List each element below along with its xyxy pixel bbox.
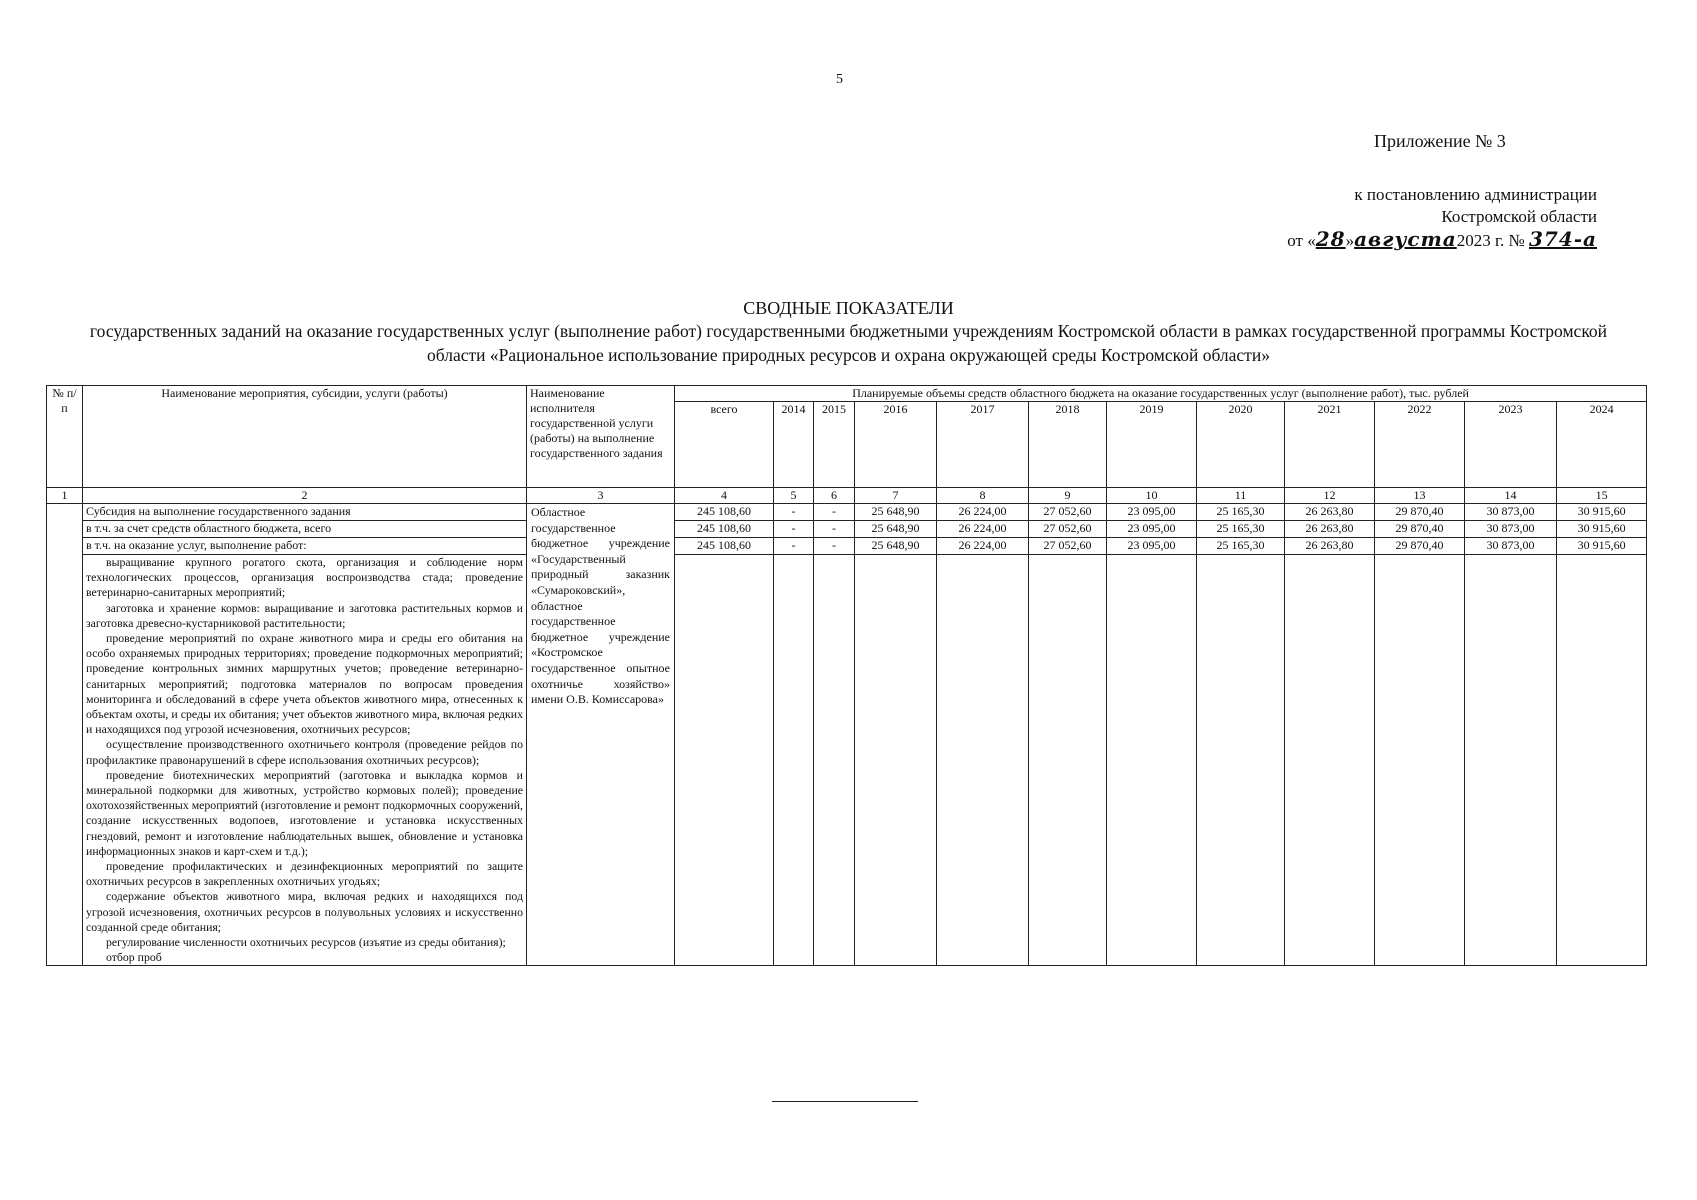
value-cell: 25 648,90 <box>855 538 937 555</box>
empty-cell <box>937 555 1029 966</box>
column-number: 7 <box>855 488 937 504</box>
value-cell: 30 915,60 <box>1557 521 1647 538</box>
header-year: 2018 <box>1029 402 1107 488</box>
work-item: проведение биотехнических мероприятий (заготовка и выкладка кормов и минеральной подкормки для животных, устройство кормовых полей); проведение охотохозяйственных мероприятий (изготовление и ремонт подкормочных сооружений, создание искусственных водопоев, изготовление и установка искусственных гнездовий, ремонт и изготовление наблюдательных вышек, обновление и установка информационных знаков и карт-схем и т.д.); <box>86 767 523 858</box>
handwritten-day: 28 <box>1315 227 1346 251</box>
value-cell: 27 052,60 <box>1029 504 1107 521</box>
table-row <box>47 521 1647 538</box>
header-name: Наименование мероприятия, субсидии, услуги (работы) <box>83 386 527 488</box>
value-cell: - <box>774 521 814 538</box>
column-number: 3 <box>527 488 675 504</box>
resolution-reference <box>1287 184 1597 252</box>
value-cell: 26 224,00 <box>937 504 1029 521</box>
column-number: 10 <box>1107 488 1197 504</box>
value-cell: - <box>774 504 814 521</box>
value-cell: 30 915,60 <box>1557 538 1647 555</box>
column-number: 8 <box>937 488 1029 504</box>
value-cell: 29 870,40 <box>1375 521 1465 538</box>
value-cell: 26 263,80 <box>1285 538 1375 555</box>
empty-cell <box>1465 555 1557 966</box>
column-number: 14 <box>1465 488 1557 504</box>
header-num: № п/п <box>47 386 83 488</box>
header-year: 2016 <box>855 402 937 488</box>
value-cell: 30 873,00 <box>1465 521 1557 538</box>
header-year: 2014 <box>774 402 814 488</box>
works-description <box>83 555 527 966</box>
table-row <box>47 538 1647 555</box>
value-cell: 25 165,30 <box>1197 538 1285 555</box>
value-cell: 30 873,00 <box>1465 538 1557 555</box>
value-cell: - <box>814 504 855 521</box>
value-cell: 26 263,80 <box>1285 521 1375 538</box>
header-year: 2017 <box>937 402 1029 488</box>
value-cell: 23 095,00 <box>1107 538 1197 555</box>
works-row <box>47 555 1647 966</box>
column-number: 1 <box>47 488 83 504</box>
empty-cell <box>855 555 937 966</box>
column-number-row <box>47 488 1647 504</box>
value-cell: 30 915,60 <box>1557 504 1647 521</box>
header-year: 2019 <box>1107 402 1197 488</box>
empty-cell <box>1557 555 1647 966</box>
resolution-date-line <box>1287 228 1597 252</box>
column-number: 13 <box>1375 488 1465 504</box>
column-number: 11 <box>1197 488 1285 504</box>
empty-cell <box>1029 555 1107 966</box>
value-cell: - <box>774 538 814 555</box>
work-item: осуществление производственного охотничьего контроля (проведение рейдов по профилактике правонарушений в сфере использования охотничьих ресурсов); <box>86 737 523 767</box>
value-cell: 26 224,00 <box>937 538 1029 555</box>
value-cell: 26 224,00 <box>937 521 1029 538</box>
value-cell: 25 165,30 <box>1197 504 1285 521</box>
value-cell: 25 165,30 <box>1197 521 1285 538</box>
header-executor: Наименование исполнителя государственной услуги (работы) на выполнение государственного задания <box>527 386 675 488</box>
work-item: выращивание крупного рогатого скота, организация и соблюдение норм технологических процессов, организация воспроизводства стада; проведение ветеринарно-санитарных мероприятий; <box>86 555 523 600</box>
header-year: 2021 <box>1285 402 1375 488</box>
indicators-table <box>46 385 1647 966</box>
value-cell: 26 263,80 <box>1285 504 1375 521</box>
empty-cell <box>1197 555 1285 966</box>
value-cell: 25 648,90 <box>855 521 937 538</box>
handwritten-number: 374-а <box>1528 227 1597 251</box>
resolution-prefix: от « <box>1287 231 1316 250</box>
column-number: 6 <box>814 488 855 504</box>
work-item: заготовка и хранение кормов: выращивание и заготовка растительных кормов и заготовка древесно-кустарниковой растительности; <box>86 600 523 630</box>
empty-cell <box>1375 555 1465 966</box>
row-number-cell <box>47 504 83 966</box>
column-number: 15 <box>1557 488 1647 504</box>
resolution-line-1: к постановлению администрации <box>1354 185 1597 204</box>
column-number: 12 <box>1285 488 1375 504</box>
header-year: 2020 <box>1197 402 1285 488</box>
handwritten-month: августа <box>1354 227 1457 251</box>
header-year: 2023 <box>1465 402 1557 488</box>
value-cell: - <box>814 538 855 555</box>
resolution-year: 2023 г. № <box>1456 231 1525 250</box>
value-cell: 29 870,40 <box>1375 538 1465 555</box>
row-label: Субсидия на выполнение государственного задания <box>83 504 527 521</box>
header-year: 2024 <box>1557 402 1647 488</box>
header-row-top <box>47 386 1647 402</box>
empty-cell <box>774 555 814 966</box>
document-subtitle: государственных заданий на оказание государственных услуг (выполнение работ) государственными бюджетными учреждениям Костромской области в рамках государственной программы Костромской области «Рациональное использование природных ресурсов и охрана окружающей среды Костромской области» <box>89 321 1608 365</box>
work-item: проведение профилактических и дезинфекционных мероприятий по защите охотничьих ресурсов в закрепленных охотничьих угодьях; <box>86 859 523 889</box>
executor-cell: Областное государственное бюджетное учреждение «Государственный природный заказник «Сумароковский», областное государственное бюджетное учреждение «Костромское государственное опытное охотничье хозяйство» имени О.В. Комиссарова» <box>527 504 675 966</box>
column-number: 4 <box>675 488 774 504</box>
value-cell: 23 095,00 <box>1107 504 1197 521</box>
work-item: регулирование численности охотничьих ресурсов (изъятие из среды обитания); <box>106 935 506 950</box>
value-cell: 25 648,90 <box>855 504 937 521</box>
row-label: в т.ч. за счет средств областного бюджета, всего <box>83 521 527 538</box>
empty-cell <box>675 555 774 966</box>
empty-cell <box>814 555 855 966</box>
column-number: 9 <box>1029 488 1107 504</box>
value-cell: - <box>814 521 855 538</box>
document-title: СВОДНЫЕ ПОКАЗАТЕЛИ <box>743 298 954 318</box>
column-number: 5 <box>774 488 814 504</box>
footer-divider <box>772 1101 918 1102</box>
row-label: в т.ч. на оказание услуг, выполнение работ: <box>83 538 527 555</box>
header-year: 2022 <box>1375 402 1465 488</box>
work-item: проведение мероприятий по охране животного мира и среды его обитания на особо охраняемых природных территориях; проведение подкормочных мероприятий; проведение контрольных зимних маршрутных учетов; проведение ветеринарно-санитарных мероприятий; подготовка материалов по вопросам проведения мониторинга и обследований в сфере учета объектов животного мира, отнесенных к объектам охоты, и среды их обитания; учет объектов животного мира, включая редких и находящихся под угрозой исчезновения, охотничьих ресурсов; <box>86 631 523 737</box>
header-year: 2015 <box>814 402 855 488</box>
value-cell: 29 870,40 <box>1375 504 1465 521</box>
value-cell: 27 052,60 <box>1029 538 1107 555</box>
work-item: содержание объектов животного мира, включая редких и находящихся под угрозой исчезновения, охотничьих ресурсов в полувольных условиях и искусственно созданной среде обитания; <box>86 889 523 934</box>
table-row <box>47 504 1647 521</box>
work-item: отбор проб <box>106 950 162 965</box>
value-cell: 245 108,60 <box>675 521 774 538</box>
header-planned: Планируемые объемы средств областного бюджета на оказание государственных услуг (выполнение работ), тыс. рублей <box>675 386 1647 402</box>
column-number: 2 <box>83 488 527 504</box>
value-cell: 23 095,00 <box>1107 521 1197 538</box>
header-total: всего <box>675 402 774 488</box>
resolution-quote: » <box>1345 231 1355 250</box>
value-cell: 245 108,60 <box>675 504 774 521</box>
empty-cell <box>1285 555 1375 966</box>
page-number: 5 <box>836 72 843 87</box>
value-cell: 27 052,60 <box>1029 521 1107 538</box>
empty-cell <box>1107 555 1197 966</box>
appendix-label: Приложение № 3 <box>1374 131 1506 151</box>
value-cell: 30 873,00 <box>1465 504 1557 521</box>
resolution-line-2: Костромской области <box>1441 207 1597 226</box>
value-cell: 245 108,60 <box>675 538 774 555</box>
